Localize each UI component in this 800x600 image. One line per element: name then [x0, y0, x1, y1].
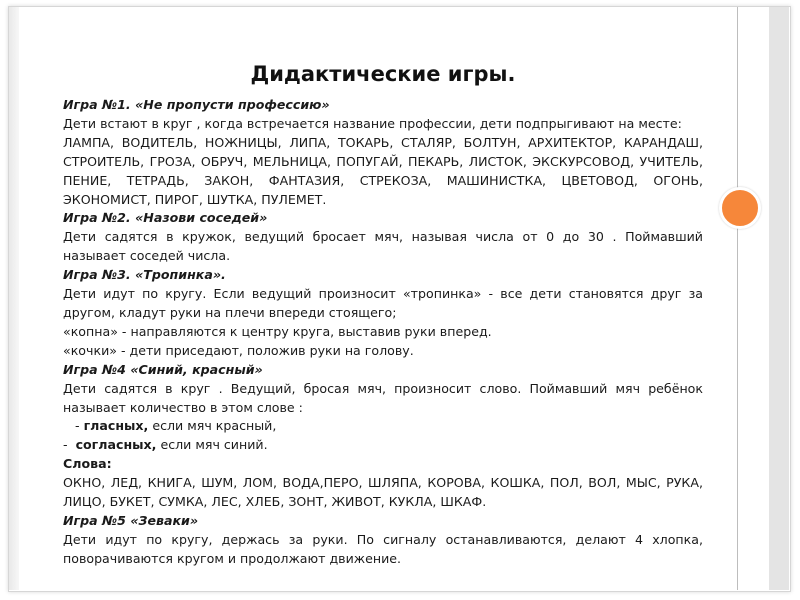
slide-content	[63, 96, 703, 569]
game-4-vowels-rest: если мяч красный,	[148, 418, 277, 434]
game-4-consonants-rest: если мяч синий.	[156, 437, 268, 453]
orange-accent-circle	[719, 187, 761, 229]
game-4-vowels-prefix: -	[63, 418, 84, 434]
left-decorative-band	[9, 7, 19, 590]
right-decorative-band	[769, 7, 789, 590]
game-4-vowels-line	[63, 417, 703, 436]
game-1-words: ЛАМПА, ВОДИТЕЛЬ, НОЖНИЦЫ, ЛИПА, ТОКАРЬ, СТАЛЯР, БОЛТУН, АРХИТЕКТОР, КАРАНДАШ, СТРОИТЕЛЬ, ГРОЗА, ОБРУЧ, МЕЛЬНИЦА, ПОПУГАЙ, ПЕКАРЬ, ЛИСТОК, ЭКСКУРСОВОД, УЧИТЕЛЬ, ПЕНИЕ, ТЕТРАДЬ, ЗАКОН, ФАНТАЗИЯ, СТРЕКОЗА, МАШИНИСТКА, ЦВЕТОВОД, ОГОНЬ, ЭКОНОМИСТ, ПИРОГ, ШУТКА, ПУЛЕМЕТ.	[63, 134, 703, 207]
game-1-description: Дети встают в круг , когда встречается название профессии, дети подпрыгивают на месте:	[63, 115, 682, 131]
game-2-heading: Игра №2. «Назови соседей»	[63, 210, 268, 226]
game-4-vowels-bold: гласных,	[83, 418, 149, 434]
game-4-description: Дети садятся в круг . Ведущий, бросая мяч, произносит слово. Поймавший мяч ребёнок называет количество в этом слове :	[63, 380, 703, 415]
game-1-heading: Игра №1. «Не пропусти профессию»	[63, 97, 330, 112]
slide-title: Дидактические игры.	[250, 62, 516, 86]
game-4-heading: Игра №4 «Синий, красный»	[63, 361, 263, 377]
game-4-words: ОКНО, ЛЕД, КНИГА, ШУМ, ЛОМ, ВОДА,ПЕРО, ШЛЯПА, КОРОВА, КОШКА, ПОЛ, ВОЛ, МЫС, РУКА, ЛИЦО, БУКЕТ, СУМКА, ЛЕС, ХЛЕБ, ЗОНТ, ЖИВОТ, КУКЛА, ШКАФ.	[63, 475, 703, 510]
game-5-description: Дети идут по кругу, держась за руки. По сигналу останавливаются, делают 4 хлопка, поворачиваются кругом и продолжают движение.	[63, 531, 703, 566]
vertical-accent-line	[737, 7, 738, 590]
game-5-heading: Игра №5 «Зеваки»	[63, 512, 199, 528]
game-4-consonants-bold: согласных,	[75, 437, 157, 453]
game-3-description: Дети идут по кругу. Если ведущий произносит «тропинка» - все дети становятся друг за другом, кладут руки на плечи впереди стоящего;	[63, 286, 703, 320]
game-4-words-label: Слова:	[63, 456, 112, 472]
game-4-consonants-prefix: -	[63, 437, 76, 453]
game-2-description: Дети садятся в кружок, ведущий бросает мяч, называя числа от 0 до 30 . Поймавший называет соседей числа.	[63, 229, 703, 264]
game-3-heading: Игра №3. «Тропинка».	[63, 267, 226, 283]
game-3-line-kochki: «кочки» - дети приседают, положив руки на голову.	[63, 342, 414, 358]
game-3-line-kopna: «копна» - направляются к центру круга, выставив руки вперед.	[63, 323, 492, 339]
game-4-consonants-line	[63, 436, 703, 455]
